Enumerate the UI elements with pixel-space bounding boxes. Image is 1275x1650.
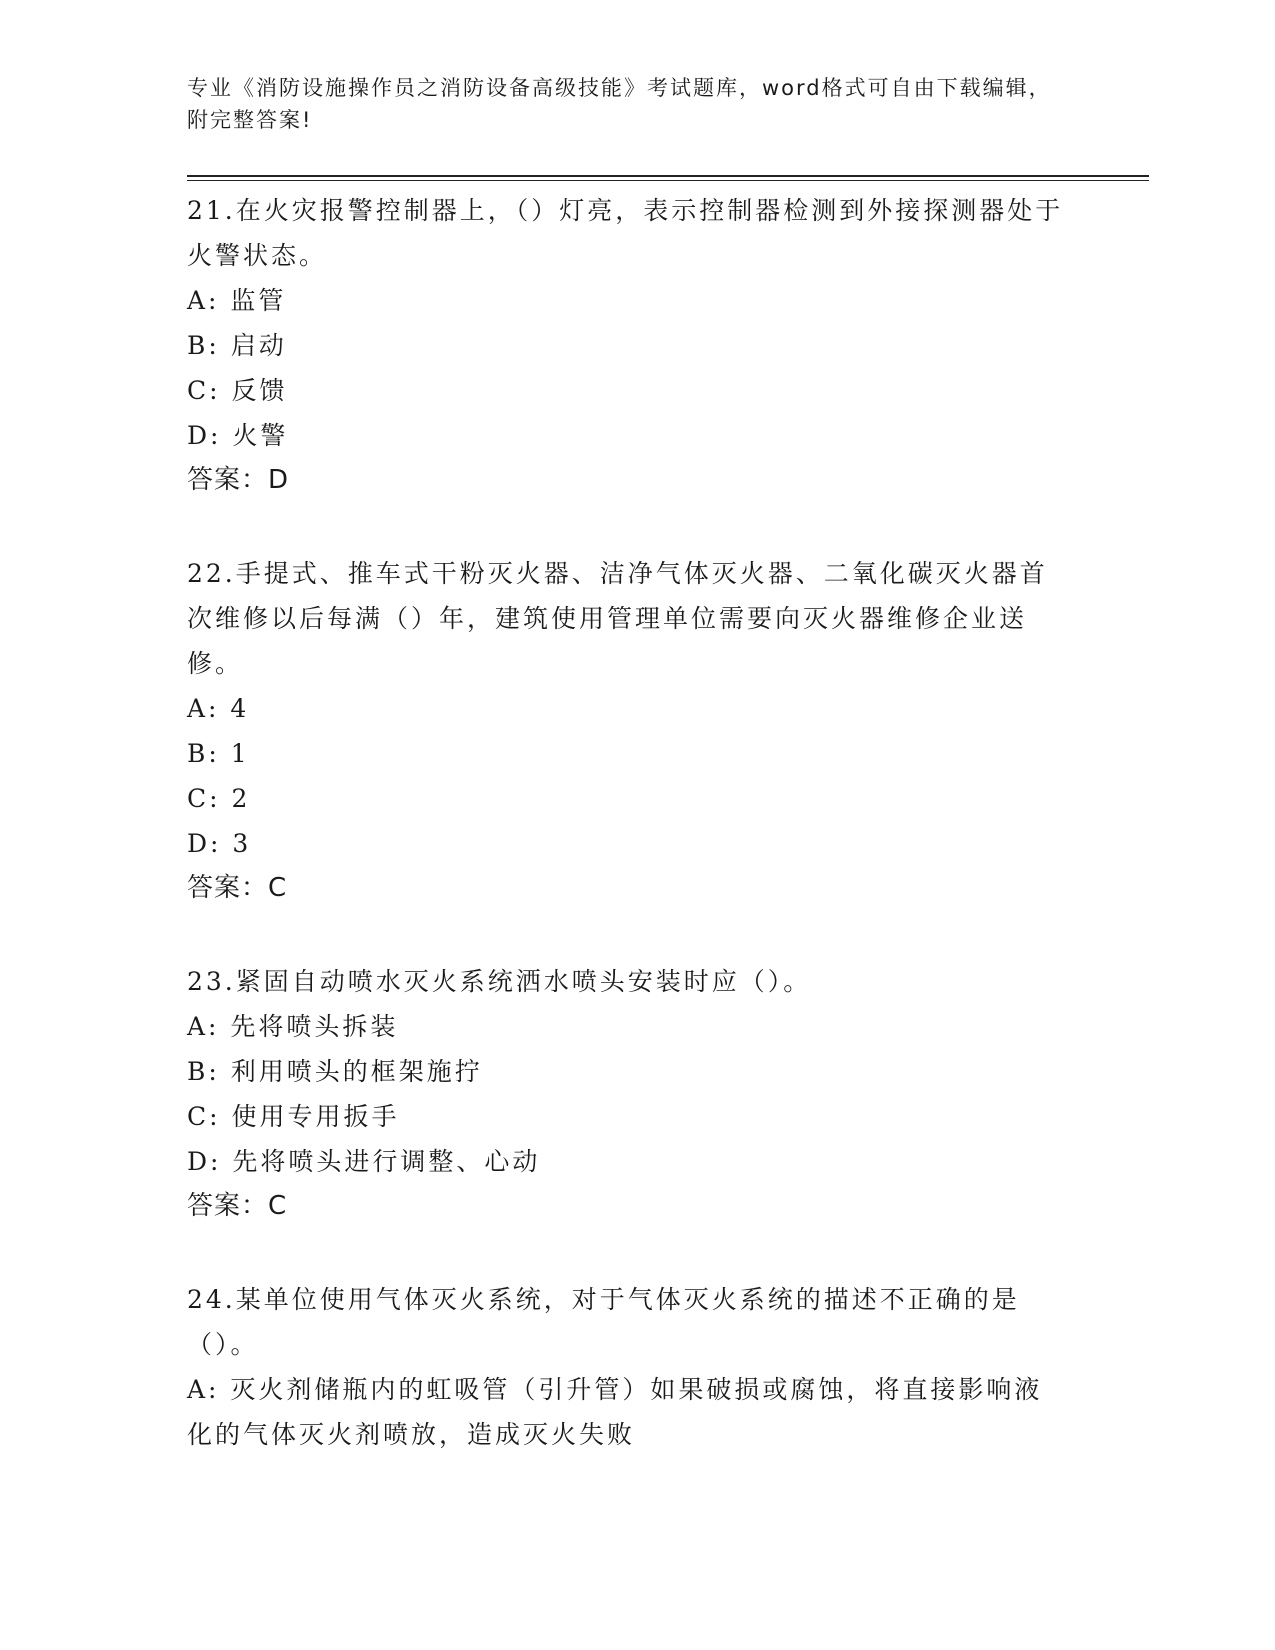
- option-c: C: 反馈: [187, 376, 288, 405]
- question-24: [187, 1277, 1067, 1457]
- question-21: [187, 188, 1067, 503]
- answer: 答案：D: [187, 465, 290, 495]
- option-b: B: 利用喷头的框架施拧: [187, 1057, 483, 1086]
- option-a: A: 灭火剂储瓶内的虹吸管（引升管）如果破损或腐蚀，将直接影响液化的气体灭火剂喷放，造成灭火失败: [187, 1375, 1043, 1449]
- answer: 答案：C: [187, 873, 288, 903]
- question-stem: 23.紧固自动喷水灭火系统洒水喷头安装时应（）。: [187, 967, 812, 996]
- answer: 答案：C: [187, 1191, 288, 1221]
- option-b: B: 启动: [187, 331, 287, 360]
- question-stem: 22.手提式、推车式干粉灭火器、洁净气体灭火器、二氧化碳灭火器首次维修以后每满（）年，建筑使用管理单位需要向灭火器维修企业送修。: [187, 559, 1048, 678]
- option-d: D: 3: [187, 829, 252, 858]
- header-rule-thick: [187, 175, 1149, 177]
- option-b: B: 1: [187, 739, 250, 768]
- question-23: [187, 959, 1067, 1229]
- header-rule-thin: [187, 180, 1149, 181]
- option-a: A: 先将喷头拆装: [187, 1012, 399, 1041]
- question-stem: 24.某单位使用气体灭火系统，对于气体灭火系统的描述不正确的是（）。: [187, 1285, 1020, 1359]
- option-a: A: 监管: [187, 286, 287, 315]
- question-stem: 21.在火灾报警控制器上，（）灯亮，表示控制器检测到外接探测器处于火警状态。: [187, 196, 1064, 270]
- header-text: 专业《消防设施操作员之消防设备高级技能》考试题库，word格式可自由下载编辑，附完整答案!: [187, 76, 1052, 132]
- option-d: D: 先将喷头进行调整、心动: [187, 1147, 541, 1176]
- option-a: A: 4: [187, 694, 250, 723]
- option-d: D: 火警: [187, 421, 289, 450]
- option-c: C: 使用专用扳手: [187, 1102, 400, 1131]
- option-c: C: 2: [187, 784, 251, 813]
- document-header: [187, 72, 1067, 136]
- question-22: [187, 551, 1067, 911]
- question-list: [187, 188, 1067, 1505]
